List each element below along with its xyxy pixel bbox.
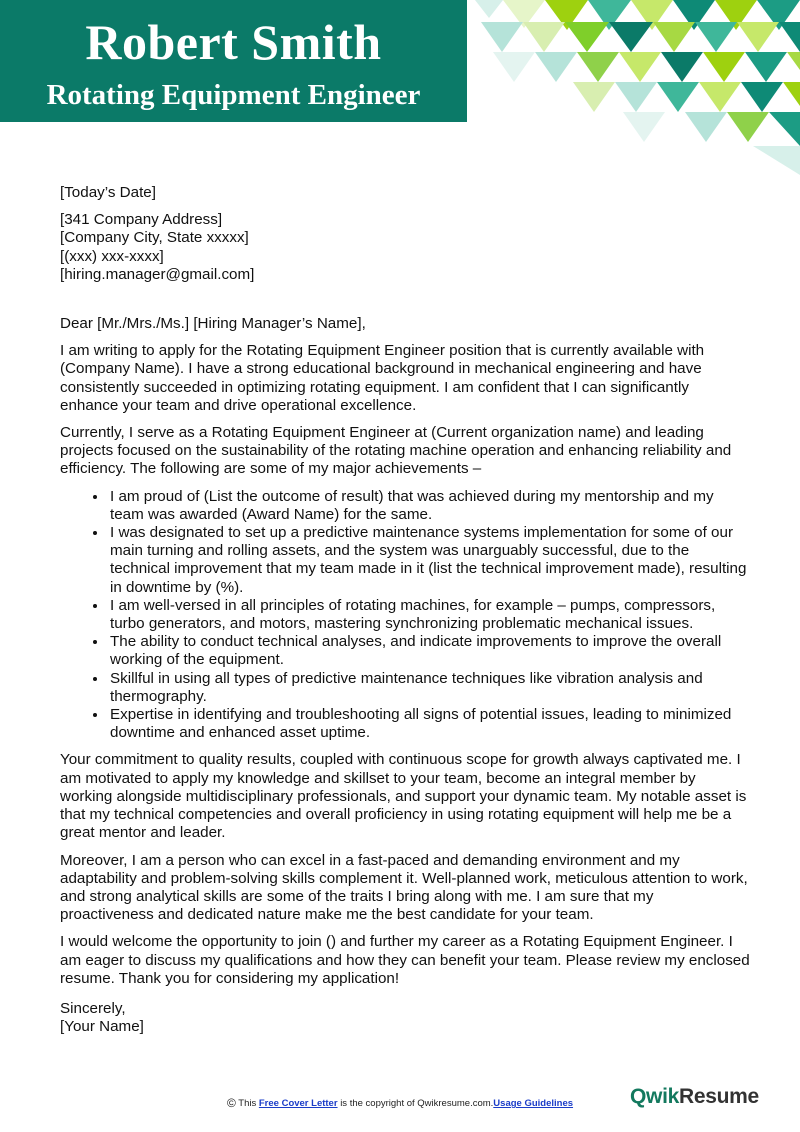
usage-guidelines-link[interactable]: Usage Guidelines (493, 1098, 574, 1109)
qwikresume-logo[interactable] (630, 1085, 759, 1109)
list-item: • Expertise in identifying and troubleshooting all signs of potential issues, leading to minimized downtime and enhanced asset uptime. (108, 706, 750, 742)
closing-phrase: Sincerely, (60, 999, 126, 1017)
applicant-role: Rotating Equipment Engineer (46, 79, 421, 111)
decorative-triangles (463, 0, 800, 175)
copyright-icon: © (226, 1096, 236, 1110)
header-banner (0, 0, 467, 122)
paragraph-commitment: Your commitment to quality results, coupled with continuous scope for growth always captivated me. I am motivated to apply my knowledge and skillset to your team, become an integral member by working alongside multidisciplinary professionals, and support your dynamic team. My notable asset is that my technical competencies and overall proficiency in using rotating equipment will help me be a great mentor and leader. (60, 751, 747, 842)
salutation: Dear [Mr./Mrs./Ms.] [Hiring Manager’s Name], (60, 315, 366, 333)
achievements-list (60, 488, 750, 743)
logo-part-resume: Resume (678, 1085, 759, 1108)
paragraph-current-role: Currently, I serve as a Rotating Equipment Engineer at (Current organization name) and leading projects focused on the sustainability of the rotating machine operation and enhancing reliability and efficiency. The following are some of my major achievements – (60, 424, 732, 478)
list-item: • The ability to conduct technical analyses, and indicate improvements to improve the overall working of the equipment. (108, 633, 750, 669)
paragraph-skills: Moreover, I am a person who can excel in a fast-paced and demanding environment and my adaptability and problem-solving skills complement it. Well-planned work, meticulous attention to work, and strong analytical skills are some of the traits I bring along with me. I am sure that my proactiveness and dedicated nature make me the best candidate for your team. (60, 851, 748, 924)
address-line: [Company City, State xxxxx] (60, 229, 249, 247)
list-item: • I was designated to set up a predictive maintenance systems implementation for some of our main turning and rolling assets, and the system was unarguably successful, due to the technical improvement that my team made in it (list the technical improvement made), resulting in downtime by (%). (108, 524, 750, 597)
signature: [Your Name] (60, 1018, 144, 1036)
logo-part-qwik: Qwik (630, 1085, 679, 1108)
footer-middle: is the copyright of Qwikresume.com. (340, 1098, 494, 1109)
list-item: • I am proud of (List the outcome of result) that was achieved during my mentorship and my team was awarded (Award Name) for the same. (108, 488, 750, 524)
applicant-name: Robert Smith (85, 14, 382, 70)
paragraph-intro: I am writing to apply for the Rotating Equipment Engineer position that is currently available with (Company Name). I have a strong educational background in mechanical engineering and have consistently succeeded in optimizing rotating equipment. I am confident that I can significantly enhance your team and drive operational excellence. (60, 342, 705, 414)
address-line: [341 Company Address] (60, 211, 223, 229)
cover-letter-body (60, 184, 750, 1036)
letter-date: [Today’s Date] (60, 184, 156, 201)
list-item: • Skillful in using all types of predictive maintenance techniques like vibration analysis and thermography. (108, 670, 750, 706)
free-cover-letter-link[interactable]: Free Cover Letter (258, 1098, 338, 1109)
footer-prefix: This (238, 1098, 257, 1109)
list-item: • I am well-versed in all principles of rotating machines, for example – pumps, compressors, turbo generators, and motors, mastering synchronizing problematic mechanical issues. (108, 597, 750, 633)
address-line: [hiring.manager@gmail.com] (60, 265, 255, 283)
address-line: [(xxx) xxx-xxxx] (60, 247, 164, 265)
paragraph-closing: I would welcome the opportunity to join () and further my career as a Rotating Equipment Engineer. I am eager to discuss my qualifications and how they can benefit your team. Please review my enclosed resume. Thank you for considering my application! (60, 933, 750, 987)
recipient-address (60, 211, 750, 284)
